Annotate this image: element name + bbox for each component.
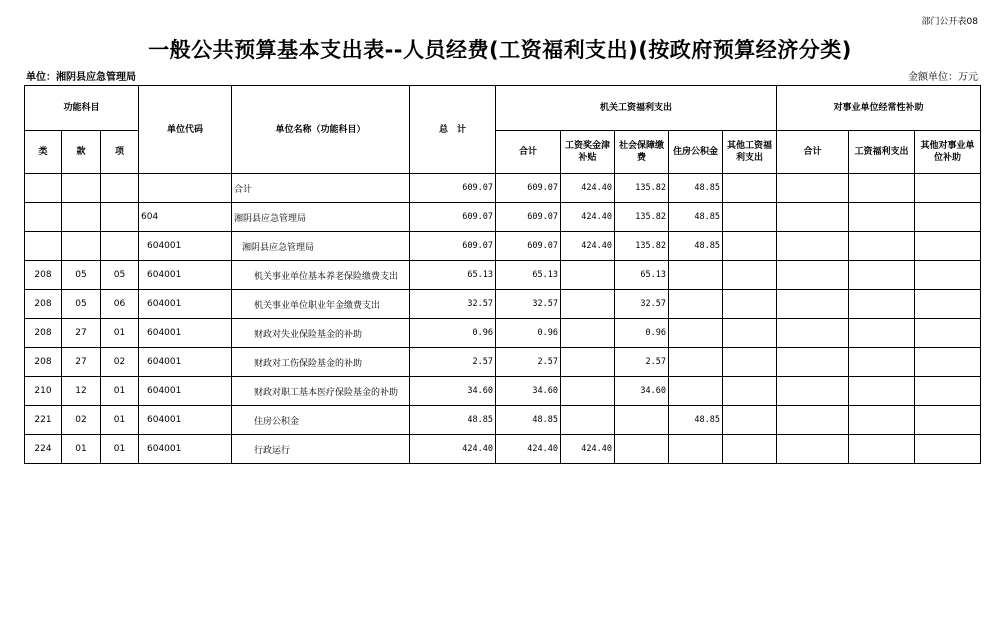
total-cell: 48.85 [410, 406, 496, 435]
inst-welfare-cell [849, 232, 915, 261]
unit-code-cell: 604001 [139, 319, 232, 348]
lei-cell: 208 [25, 261, 62, 290]
inst-sum-cell [777, 203, 849, 232]
kuan-cell: 01 [62, 435, 101, 464]
org-social-security-cell: 65.13 [615, 261, 669, 290]
xiang-cell: 02 [101, 348, 139, 377]
org-social-security-cell: 135.82 [615, 232, 669, 261]
kuan-cell [62, 203, 101, 232]
org-wage-cell: 424.40 [561, 435, 615, 464]
org-social-security-cell: 0.96 [615, 319, 669, 348]
inst-other-cell [915, 174, 981, 203]
org-social-security-header: 社会保障缴费 [615, 131, 669, 174]
inst-sum-cell [777, 261, 849, 290]
inst-other-cell [915, 319, 981, 348]
inst-other-cell [915, 377, 981, 406]
unit-name-cell: 财政对工伤保险基金的补助 [232, 348, 410, 377]
inst-sum-cell [777, 232, 849, 261]
org-housing-fund-cell: 48.85 [669, 406, 723, 435]
unit-code-cell [139, 174, 232, 203]
xiang-cell [101, 203, 139, 232]
org-other-cell [723, 435, 777, 464]
unit-name-cell: 财政对职工基本医疗保险基金的补助 [232, 377, 410, 406]
org-wage-cell: 424.40 [561, 203, 615, 232]
kuan-cell: 02 [62, 406, 101, 435]
inst-other-cell [915, 261, 981, 290]
org-social-security-cell: 135.82 [615, 203, 669, 232]
inst-subsidy-group-header: 对事业单位经常性补助 [777, 86, 981, 131]
inst-welfare-cell [849, 377, 915, 406]
unit-code-cell: 604001 [139, 435, 232, 464]
unit-name-cell: 湘阴县应急管理局 [232, 232, 410, 261]
unit-label: 单位：湘阴县应急管理局 [26, 72, 136, 83]
xiang-cell: 06 [101, 290, 139, 319]
xiang-cell [101, 174, 139, 203]
unit-code-cell: 604001 [139, 348, 232, 377]
kuan-header: 款 [62, 131, 101, 174]
org-housing-fund-cell: 48.85 [669, 174, 723, 203]
table-row [25, 406, 981, 435]
org-social-security-cell [615, 406, 669, 435]
org-wage-cell: 424.40 [561, 232, 615, 261]
org-sum-cell: 0.96 [496, 319, 561, 348]
kuan-cell: 05 [62, 261, 101, 290]
xiang-cell: 01 [101, 377, 139, 406]
unit-name-cell: 行政运行 [232, 435, 410, 464]
table-row [25, 377, 981, 406]
lei-cell: 221 [25, 406, 62, 435]
unit-name-cell: 机关事业单位基本养老保险缴费支出 [232, 261, 410, 290]
org-other-cell [723, 377, 777, 406]
org-wage-cell [561, 319, 615, 348]
org-wage-cell [561, 261, 615, 290]
inst-other-cell [915, 290, 981, 319]
inst-welfare-cell [849, 348, 915, 377]
inst-welfare-cell [849, 406, 915, 435]
org-social-security-cell [615, 435, 669, 464]
org-social-security-cell: 32.57 [615, 290, 669, 319]
org-housing-fund-cell: 48.85 [669, 232, 723, 261]
org-housing-fund-cell [669, 290, 723, 319]
inst-welfare-cell [849, 319, 915, 348]
kuan-cell: 27 [62, 319, 101, 348]
unit-code-cell: 604001 [139, 232, 232, 261]
inst-other-cell [915, 203, 981, 232]
org-social-security-cell: 2.57 [615, 348, 669, 377]
org-housing-fund-cell: 48.85 [669, 203, 723, 232]
xiang-cell: 01 [101, 406, 139, 435]
org-wage-cell [561, 290, 615, 319]
inst-other-header: 其他对事业单位补助 [915, 131, 981, 174]
org-housing-fund-cell [669, 435, 723, 464]
org-social-security-cell: 135.82 [615, 174, 669, 203]
inst-other-cell [915, 435, 981, 464]
org-housing-fund-cell [669, 377, 723, 406]
total-cell: 0.96 [410, 319, 496, 348]
org-other-cell [723, 174, 777, 203]
lei-cell: 210 [25, 377, 62, 406]
inst-welfare-header: 工资福利支出 [849, 131, 915, 174]
inst-sum-cell [777, 348, 849, 377]
org-sum-cell: 2.57 [496, 348, 561, 377]
org-housing-fund-cell [669, 348, 723, 377]
org-other-cell [723, 319, 777, 348]
kuan-cell: 05 [62, 290, 101, 319]
kuan-cell: 27 [62, 348, 101, 377]
org-other-cell [723, 203, 777, 232]
org-housing-fund-header: 住房公积金 [669, 131, 723, 174]
func-subject-header: 功能科目 [25, 86, 139, 131]
unit-name-cell: 住房公积金 [232, 406, 410, 435]
total-cell: 609.07 [410, 203, 496, 232]
inst-welfare-cell [849, 261, 915, 290]
xiang-header: 项 [101, 131, 139, 174]
org-housing-fund-cell [669, 261, 723, 290]
unit-code-cell: 604 [139, 203, 232, 232]
unit-code-cell: 604001 [139, 290, 232, 319]
lei-cell: 208 [25, 348, 62, 377]
table-row [25, 290, 981, 319]
total-cell: 609.07 [410, 174, 496, 203]
form-number: 部门公开表08 [921, 17, 978, 27]
lei-cell: 208 [25, 319, 62, 348]
org-sum-cell: 609.07 [496, 232, 561, 261]
total-cell: 34.60 [410, 377, 496, 406]
table-row [25, 203, 981, 232]
table-row [25, 261, 981, 290]
xiang-cell: 01 [101, 435, 139, 464]
org-sum-cell: 48.85 [496, 406, 561, 435]
table-row [25, 174, 981, 203]
org-sum-cell: 609.07 [496, 203, 561, 232]
org-other-cell [723, 290, 777, 319]
inst-other-cell [915, 348, 981, 377]
total-cell: 2.57 [410, 348, 496, 377]
inst-other-cell [915, 406, 981, 435]
inst-sum-cell [777, 406, 849, 435]
unit-code-header: 单位代码 [139, 86, 232, 174]
money-unit-label: 金额单位：万元 [908, 72, 978, 83]
inst-welfare-cell [849, 435, 915, 464]
kuan-cell [62, 232, 101, 261]
total-cell: 424.40 [410, 435, 496, 464]
table-row [25, 232, 981, 261]
inst-sum-cell [777, 319, 849, 348]
lei-cell [25, 203, 62, 232]
org-sum-cell: 609.07 [496, 174, 561, 203]
org-other-cell [723, 232, 777, 261]
lei-cell [25, 174, 62, 203]
total-header: 总 计 [410, 86, 496, 174]
budget-table [24, 85, 981, 464]
unit-code-cell: 604001 [139, 261, 232, 290]
org-wage-header: 工资奖金津补贴 [561, 131, 615, 174]
inst-welfare-cell [849, 174, 915, 203]
org-sum-cell: 424.40 [496, 435, 561, 464]
unit-name-cell: 合计 [232, 174, 410, 203]
org-wage-cell [561, 406, 615, 435]
org-wage-cell: 424.40 [561, 174, 615, 203]
org-wage-group-header: 机关工资福利支出 [496, 86, 777, 131]
total-cell: 32.57 [410, 290, 496, 319]
org-other-header: 其他工资福利支出 [723, 131, 777, 174]
kuan-cell [62, 174, 101, 203]
lei-cell: 208 [25, 290, 62, 319]
kuan-cell: 12 [62, 377, 101, 406]
org-social-security-cell: 34.60 [615, 377, 669, 406]
inst-sum-header: 合计 [777, 131, 849, 174]
page-title: 一般公共预算基本支出表--人员经费(工资福利支出)(按政府预算经济分类) [148, 38, 852, 62]
unit-name-cell: 财政对失业保险基金的补助 [232, 319, 410, 348]
org-sum-cell: 34.60 [496, 377, 561, 406]
org-housing-fund-cell [669, 319, 723, 348]
inst-sum-cell [777, 435, 849, 464]
unit-name-cell: 机关事业单位职业年金缴费支出 [232, 290, 410, 319]
total-cell: 609.07 [410, 232, 496, 261]
unit-code-cell: 604001 [139, 406, 232, 435]
org-sum-cell: 32.57 [496, 290, 561, 319]
xiang-cell: 01 [101, 319, 139, 348]
org-other-cell [723, 406, 777, 435]
table-row [25, 435, 981, 464]
table-body [25, 174, 981, 464]
inst-sum-cell [777, 174, 849, 203]
lei-header: 类 [25, 131, 62, 174]
xiang-cell [101, 232, 139, 261]
org-wage-cell [561, 348, 615, 377]
xiang-cell: 05 [101, 261, 139, 290]
total-cell: 65.13 [410, 261, 496, 290]
inst-sum-cell [777, 290, 849, 319]
org-sum-cell: 65.13 [496, 261, 561, 290]
unit-code-cell: 604001 [139, 377, 232, 406]
inst-welfare-cell [849, 290, 915, 319]
unit-name-cell: 湘阴县应急管理局 [232, 203, 410, 232]
org-other-cell [723, 261, 777, 290]
org-other-cell [723, 348, 777, 377]
table-row [25, 319, 981, 348]
inst-other-cell [915, 232, 981, 261]
org-sum-header: 合计 [496, 131, 561, 174]
lei-cell: 224 [25, 435, 62, 464]
unit-name-header: 单位名称（功能科目） [232, 86, 410, 174]
table-row [25, 348, 981, 377]
inst-welfare-cell [849, 203, 915, 232]
org-wage-cell [561, 377, 615, 406]
inst-sum-cell [777, 377, 849, 406]
lei-cell [25, 232, 62, 261]
